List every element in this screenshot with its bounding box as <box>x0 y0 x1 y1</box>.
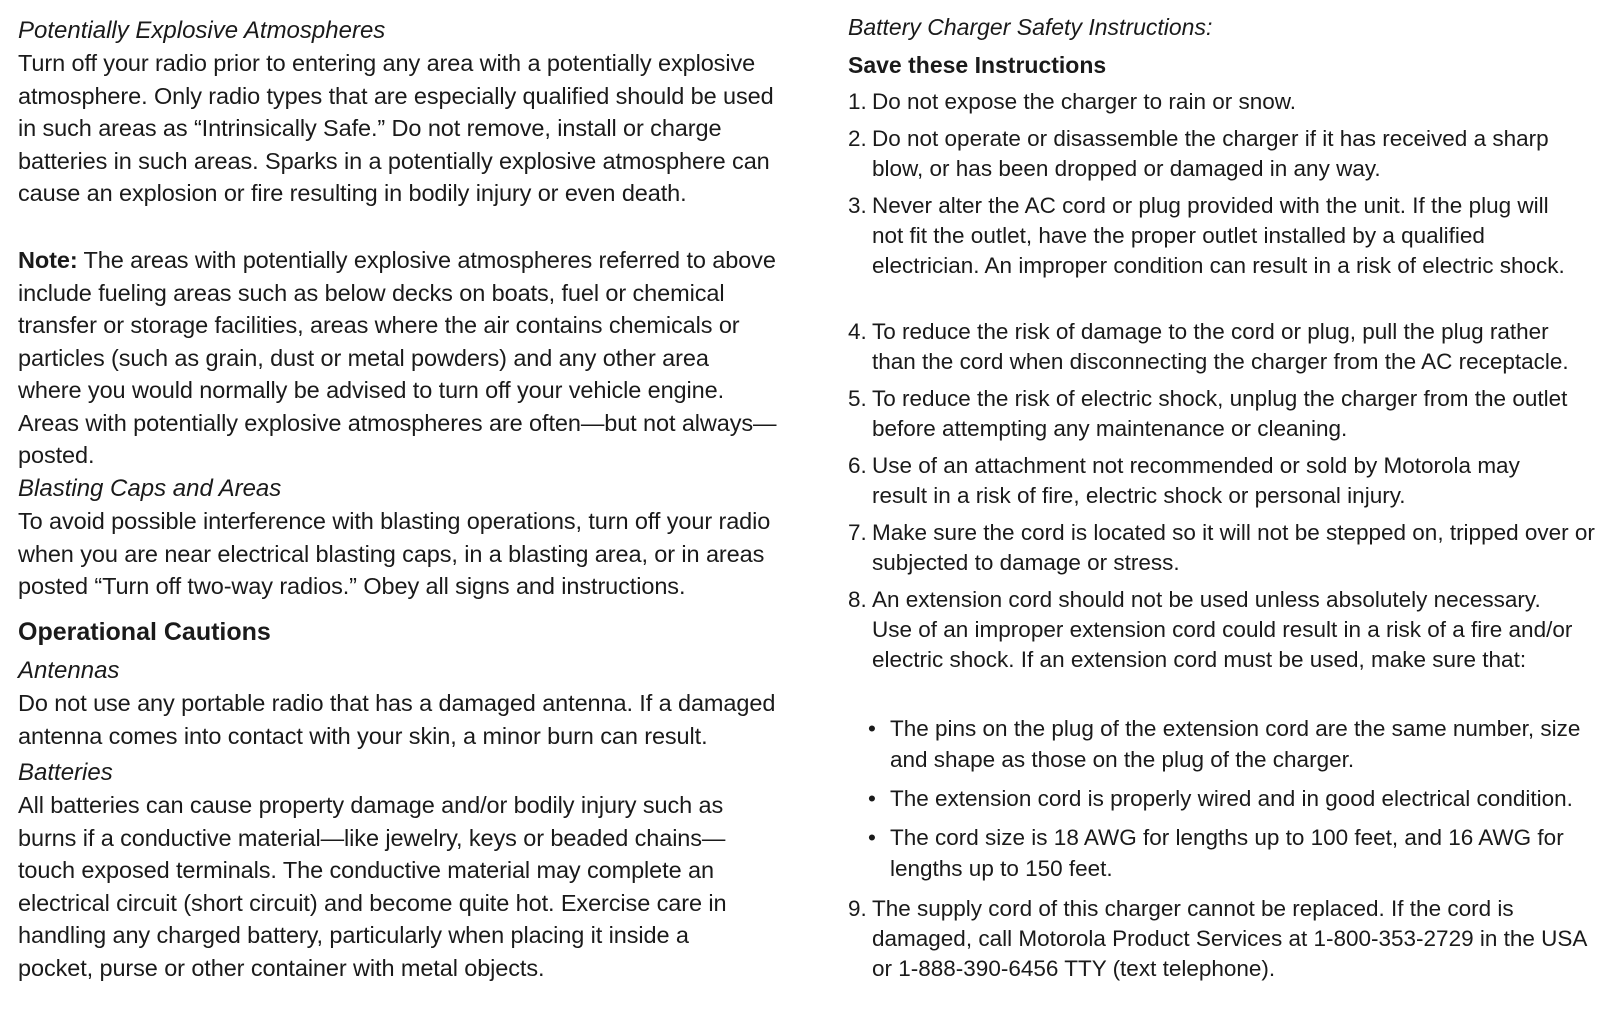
batteries-heading: Batteries <box>18 759 113 786</box>
antennas-paragraph: Do not use any portable radio that has a damaged antenna. If a damaged antenna comes into contact with your skin, a minor burn can result. <box>18 690 776 749</box>
instruction-item-5: 5. To reduce the risk of electric shock, unplug the charger from the outlet before attempting any maintenance or cleaning. <box>848 386 1568 441</box>
instruction-item-4: 4. To reduce the risk of damage to the cord or plug, pull the plug rather than the cord when disconnecting the charger from the AC receptacle. <box>848 319 1569 374</box>
extension-cord-bullet-2: • The extension cord is properly wired and in good electrical condition. <box>868 786 1573 811</box>
note-paragraph <box>18 244 778 472</box>
instruction-item-1: 1. Do not expose the charger to rain or snow. <box>848 89 1296 114</box>
extension-cord-bullet-3: • The cord size is 18 AWG for lengths up to 100 feet, and 16 AWG for lengths up to 150 feet. <box>868 825 1564 881</box>
note-text: The areas with potentially explosive atmospheres referred to above include fueling areas such as below decks on boats, fuel or chemical transfer or storage facilities, areas where the air contains chemicals or particles (such as grain, dust or metal powders) and any other area where you would normally be advised to turn off your vehicle engine. Areas with potentially explosive atmospheres are often—but not always—posted. <box>18 247 777 468</box>
instruction-item-6: 6. Use of an attachment not recommended or sold by Motorola may result in a risk of fire, electric shock or personal injury. <box>848 453 1520 508</box>
batteries-paragraph: All batteries can cause property damage and/or bodily injury such as burns if a conductive material—like jewelry, keys or beaded chains—touch exposed terminals. The conductive material may complete an electrical circuit (short circuit) and become quite hot. Exercise care in handling any charged battery, particularly when placing it inside a pocket, purse or other container with metal objects. <box>18 792 727 981</box>
operational-cautions-title: Operational Cautions <box>18 618 271 646</box>
instruction-item-2: 2. Do not operate or disassemble the charger if it has received a sharp blow, or has been dropped or damaged in any way. <box>848 126 1549 181</box>
instruction-item-3: 3. Never alter the AC cord or plug provided with the unit. If the plug will not fit the outlet, have the proper outlet installed by a qualified electrician. An improper condition can result in a risk of electric shock. <box>848 193 1565 278</box>
note-label: Note: <box>18 247 78 273</box>
charger-safety-heading: Battery Charger Safety Instructions: <box>848 14 1213 40</box>
explosive-atmospheres-heading: Potentially Explosive Atmospheres <box>18 17 386 44</box>
blasting-caps-paragraph: To avoid possible interference with blasting operations, turn off your radio when you are near electrical blasting caps, in a blasting area, or in areas posted “Turn off two-way radios.” Obey all signs and instructions. <box>18 508 771 599</box>
instruction-item-7: 7. Make sure the cord is located so it will not be stepped on, tripped over or subjected to damage or stress. <box>848 520 1595 575</box>
blasting-caps-heading: Blasting Caps and Areas <box>18 475 282 502</box>
explosive-atmospheres-paragraph: Turn off your radio prior to entering any area with a potentially explosive atmosphere. Only radio types that are especially qualified should be used in such areas as “Intrinsically Safe.” Do not remove, install or charge batteries in such areas. Sparks in a potentially explosive atmosphere can cause an explosion or fire resulting in bodily injury or even death. <box>18 50 774 206</box>
instruction-item-8: 8. An extension cord should not be used unless absolutely necessary. Use of an improper extension cord could result in a risk of a fire and/or electric shock. If an extension cord must be used, make sure that: <box>848 587 1573 672</box>
instruction-item-9: 9. The supply cord of this charger cannot be replaced. If the cord is damaged, call Motorola Product Services at 1-800-353-2729 in the USA or 1-888-390-6456 TTY (text telephone). <box>848 896 1587 981</box>
save-instructions-heading: Save these Instructions <box>848 52 1107 78</box>
antennas-heading: Antennas <box>18 657 120 684</box>
extension-cord-bullet-1: • The pins on the plug of the extension cord are the same number, size and shape as those on the plug of the charger. <box>868 716 1581 772</box>
